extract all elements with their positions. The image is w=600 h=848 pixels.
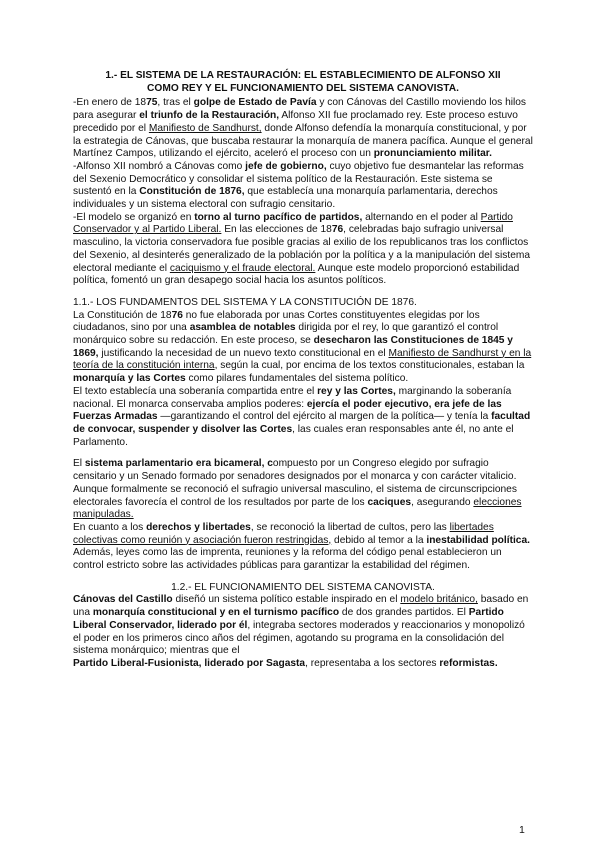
intro-paragraph-1: -En enero de 1875, tras el golpe de Estado de Pavía y con Cánovas del Castillo moviendo los hilos para asegurar el triunfo de la Restauración, Alfonso XII fue proclamado rey. Este proceso estuvo precedido por el Manifiesto de Sandhurst, donde Alfonso defendía la monarquía constitucional, y por la estrategia de Cánovas, que buscaba restaurar la monarquía de manera pacífica. Aunque el general Martínez Campos, utilizando el ejército, aceleró el proceso con un pronunciamiento militar. <box>73 97 533 160</box>
section-2-paragraph-2: Partido Liberal-Fusionista, liderado por Sagasta, representaba a los sectores reformistas. <box>73 657 498 669</box>
document-page <box>73 70 533 671</box>
section-1-paragraph-1: La Constitución de 1876 no fue elaborada por unas Cortes constituyentes elegidas por los ciudadanos, sino por una asamblea de notables dirigida por el rey, lo que garantizó el control monárquico sobre su redacción. En este proceso, se desecharon las Constituciones de 1845 y 1869, justificando la necesidad de un nuevo texto constitucional en el Manifiesto de Sandhurst y en la teoría de la constitución interna, según la cual, por encima de los textos constitucionales, estaban la monarquía y las Cortes como pilares fundamentales del sistema político. <box>73 309 532 385</box>
section-1-paragraph-4: En cuanto a los derechos y libertades, se reconoció la libertad de cultos, pero las libertades colectivas como reunión y asociación fueron restringidas, debido al temor a la inestabilidad política. Además, leyes como las de imprenta, reuniones y la reforma del código penal establecieron un control estricto sobre las actividades públicas para garantizar la estabilidad del régimen. <box>73 521 530 572</box>
section-2-heading: 1.2.- EL FUNCIONAMIENTO DEL SISTEMA CANOVISTA. <box>171 581 435 593</box>
intro-paragraph-3: -El modelo se organizó en torno al turno pacífico de partidos, alternando en el poder al Partido Conservador y al Partido Liberal. En las elecciones de 1876, celebradas bajo sufragio universal masculino, la victoria conservadora fue posible gracias al exilio de los republicanos tras los conflictos del Sexenio, al desinterés generalizado de la población por la política y a la manipulación del sistema electoral mediante el caciquismo y el fraude electoral. Aunque este modelo proporcionó estabilidad política, fomentó un gran desapego social hacia los asuntos políticos. <box>73 211 531 287</box>
intro-paragraph-2: -Alfonso XII nombró a Cánovas como jefe de gobierno, cuyo objetivo fue desmantelar las reformas del Sexenio Democrático y consolidar el sistema político de la Restauración. Este sistema se sustentó en la Constitución de 1876, que establecía una monarquía parlamentaria, derechos individuales y un sistema electoral con sufragio censitario. <box>73 160 524 211</box>
document-title <box>73 70 533 95</box>
title-line-2: COMO REY Y EL FUNCIONAMIENTO DEL SISTEMA CANOVISTA. <box>147 82 459 94</box>
section-1-heading: 1.1.- LOS FUNDAMENTOS DEL SISTEMA Y LA CONSTITUCIÓN DE 1876. <box>73 296 417 308</box>
page-number: 1 <box>519 824 525 836</box>
section-1-paragraph-2: El texto establecía una soberanía compartida entre el rey y las Cortes, marginando la soberanía nacional. El monarca conservaba amplios poderes: ejercía el poder ejecutivo, era jefe de las Fuerzas Armadas —garantizando el control del ejército al margen de la política— y tenía la facultad de convocar, suspender y disolver las Cortes, las cuales eran responsables ante él, no ante el Parlamento. <box>73 385 531 448</box>
section-2-paragraph-1: Cánovas del Castillo diseñó un sistema político estable inspirado en el modelo británico, basado en una monarquía constitucional y en el turnismo pacífico de dos grandes partidos. El Partido Liberal Conservador, liderado por él, integraba sectores moderados y reaccionarios y monopolizó el poder en los primeros cinco años del régimen, agotando su programa en la consolidación del sistema monárquico; mientras que el <box>73 594 529 657</box>
section-1-paragraph-3: El sistema parlamentario era bicameral, compuesto por un Congreso elegido por sufragio censitario y un Senado formado por senadores designados por el monarca y con carácter vitalicio. Aunque formalmente se reconoció el sufragio universal masculino, el sistema de circunscripciones electorales favorecía el control de los resultados por parte de los caciques, asegurando elecciones manipuladas. <box>73 458 522 521</box>
title-line-1: 1.- EL SISTEMA DE LA RESTAURACIÓN: EL ESTABLECIMIENTO DE ALFONSO XII <box>105 70 501 81</box>
